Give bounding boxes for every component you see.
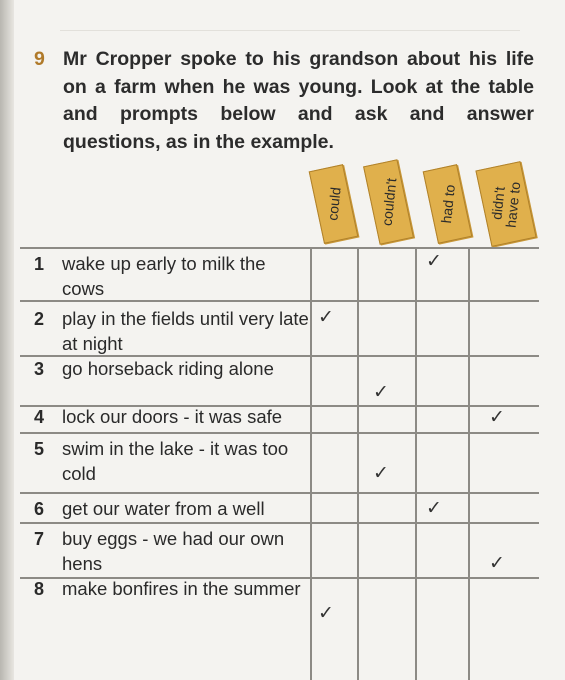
row-prompt: buy eggs - we had our own hens — [62, 528, 285, 574]
row-number: 4 — [34, 407, 45, 427]
table-row-divider — [20, 432, 539, 434]
table-column-divider — [468, 247, 470, 680]
column-tag-could — [309, 164, 359, 244]
page-binding — [0, 0, 14, 680]
check-mark: ✓ — [426, 497, 442, 519]
table-column-divider — [415, 247, 417, 680]
column-label-didnt-have-to: didn't have to — [488, 181, 524, 229]
column-tag-didnt-have-to — [475, 161, 536, 247]
row-number: 3 — [34, 359, 45, 379]
column-label-couldnt: couldn't — [378, 177, 399, 227]
table-row-divider — [20, 247, 539, 249]
table-row-divider — [20, 522, 539, 524]
row-number: 7 — [34, 529, 45, 549]
row-number: 2 — [34, 309, 45, 329]
table-column-divider — [357, 247, 359, 680]
row-number: 6 — [34, 499, 45, 519]
row-prompt: get our water from a well — [62, 498, 265, 519]
column-tag-couldnt — [363, 159, 414, 245]
column-label-could: could — [323, 186, 344, 222]
row-number: 8 — [34, 579, 45, 599]
check-mark: ✓ — [489, 406, 505, 428]
row-number: 5 — [34, 439, 45, 459]
exercise-instruction: Mr Cropper spoke to his grandson about his life on a farm when he was young. Look at the table and prompts below and ask and answer questions, as in the example. — [63, 48, 534, 153]
row-prompt: play in the fields until very late at night — [62, 308, 309, 354]
table-row-divider — [20, 492, 539, 494]
row-prompt: make bonfires in the summer — [62, 578, 301, 599]
check-mark: ✓ — [373, 462, 389, 484]
row-prompt: wake up early to milk the cows — [62, 253, 266, 299]
exercise-number: 9 — [34, 48, 45, 70]
check-mark: ✓ — [426, 250, 442, 272]
check-mark: ✓ — [489, 552, 505, 574]
check-mark: ✓ — [373, 381, 389, 403]
exercise-heading — [34, 46, 534, 156]
check-mark: ✓ — [318, 306, 334, 328]
row-prompt: go horseback riding alone — [62, 358, 274, 379]
row-number: 1 — [34, 254, 45, 274]
column-tag-had-to — [423, 164, 473, 244]
row-prompt: swim in the lake - it was too cold — [62, 438, 289, 484]
check-mark: ✓ — [318, 602, 334, 624]
bleed-through-decoration — [60, 8, 520, 31]
row-prompt: lock our doors - it was safe — [62, 406, 283, 427]
column-label-had-to: had to — [437, 183, 458, 225]
